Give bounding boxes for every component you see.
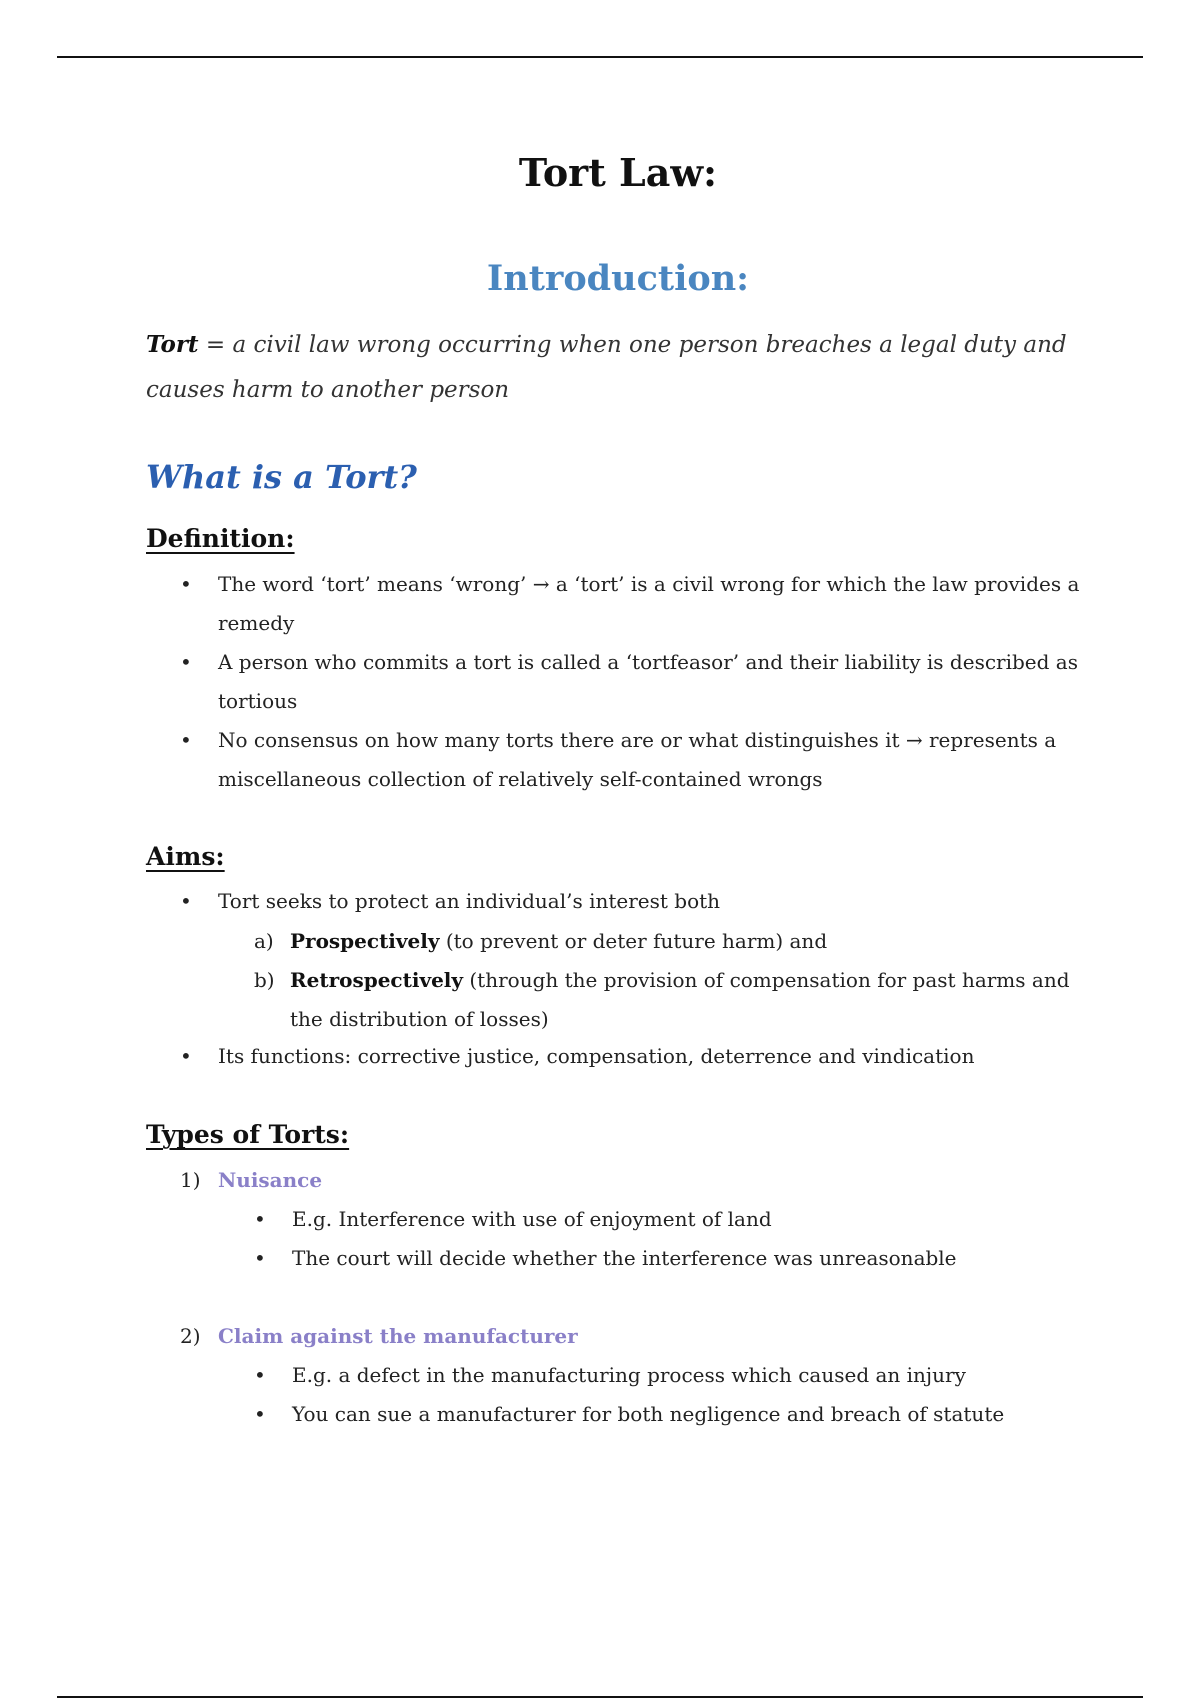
list-marker: a): [254, 929, 274, 953]
definition-list: [180, 565, 1080, 799]
type-number: 1): [180, 1168, 201, 1192]
aims-text: (through the provision of compensation for past harms and the distribution of losses): [290, 968, 1070, 1031]
type-name: Nuisance: [218, 1168, 323, 1192]
list-item: • A person who commits a tort is called a ‘tortfeasor’ and their liability is described as tortious: [180, 643, 1080, 721]
aims-term: Prospectively: [290, 929, 440, 953]
section-heading: What is a Tort?: [146, 458, 417, 496]
list-item: [254, 961, 1094, 1039]
type-item-manufacturer: [180, 1317, 1080, 1434]
types-heading: Types of Torts:: [146, 1120, 350, 1149]
tort-definition: [146, 322, 1076, 413]
type-bullets: [180, 1200, 1080, 1278]
type-item-nuisance: [180, 1161, 1080, 1278]
definition-term: Tort: [146, 331, 199, 358]
list-item: • The word ‘tort’ means ‘wrong’ → a ‘tort’ is a civil wrong for which the law provides a remedy: [180, 565, 1080, 643]
list-item: • Its functions: corrective justice, compensation, deterrence and vindication: [180, 1037, 1080, 1076]
definition-heading: Definition:: [146, 524, 295, 553]
list-item: • E.g. Interference with use of enjoyment of land: [254, 1200, 1080, 1239]
list-item: • You can sue a manufacturer for both negligence and breach of statute: [254, 1395, 1080, 1434]
definition-text: = a civil law wrong occurring when one person breaches a legal duty and causes harm to another person: [146, 332, 1067, 403]
top-rule: [57, 56, 1143, 58]
aims-text: (to prevent or deter future harm) and: [439, 929, 828, 953]
aims-term: Retrospectively: [290, 968, 464, 992]
list-item: • No consensus on how many torts there are or what distinguishes it → represents a miscellaneous collection of relatively self-contained wrongs: [180, 721, 1080, 799]
intro-heading: Introduction:: [486, 258, 750, 299]
aims-list-2: [180, 1037, 1080, 1076]
types-list: [180, 1161, 1080, 1434]
list-item: [254, 922, 1094, 961]
list-item: • The court will decide whether the interference was unreasonable: [254, 1239, 1080, 1278]
type-bullets: [180, 1356, 1080, 1434]
type-name: Claim against the manufacturer: [218, 1324, 578, 1348]
list-item: • Tort seeks to protect an individual’s interest both: [180, 882, 1080, 921]
aims-sub-list: [254, 922, 1094, 1039]
bottom-rule: [57, 1696, 1143, 1698]
list-item: • E.g. a defect in the manufacturing process which caused an injury: [254, 1356, 1080, 1395]
type-number: 2): [180, 1324, 201, 1348]
aims-heading: Aims:: [146, 842, 225, 871]
aims-list: [180, 882, 1080, 921]
list-marker: b): [254, 968, 275, 992]
page-title: Tort Law:: [518, 150, 718, 195]
